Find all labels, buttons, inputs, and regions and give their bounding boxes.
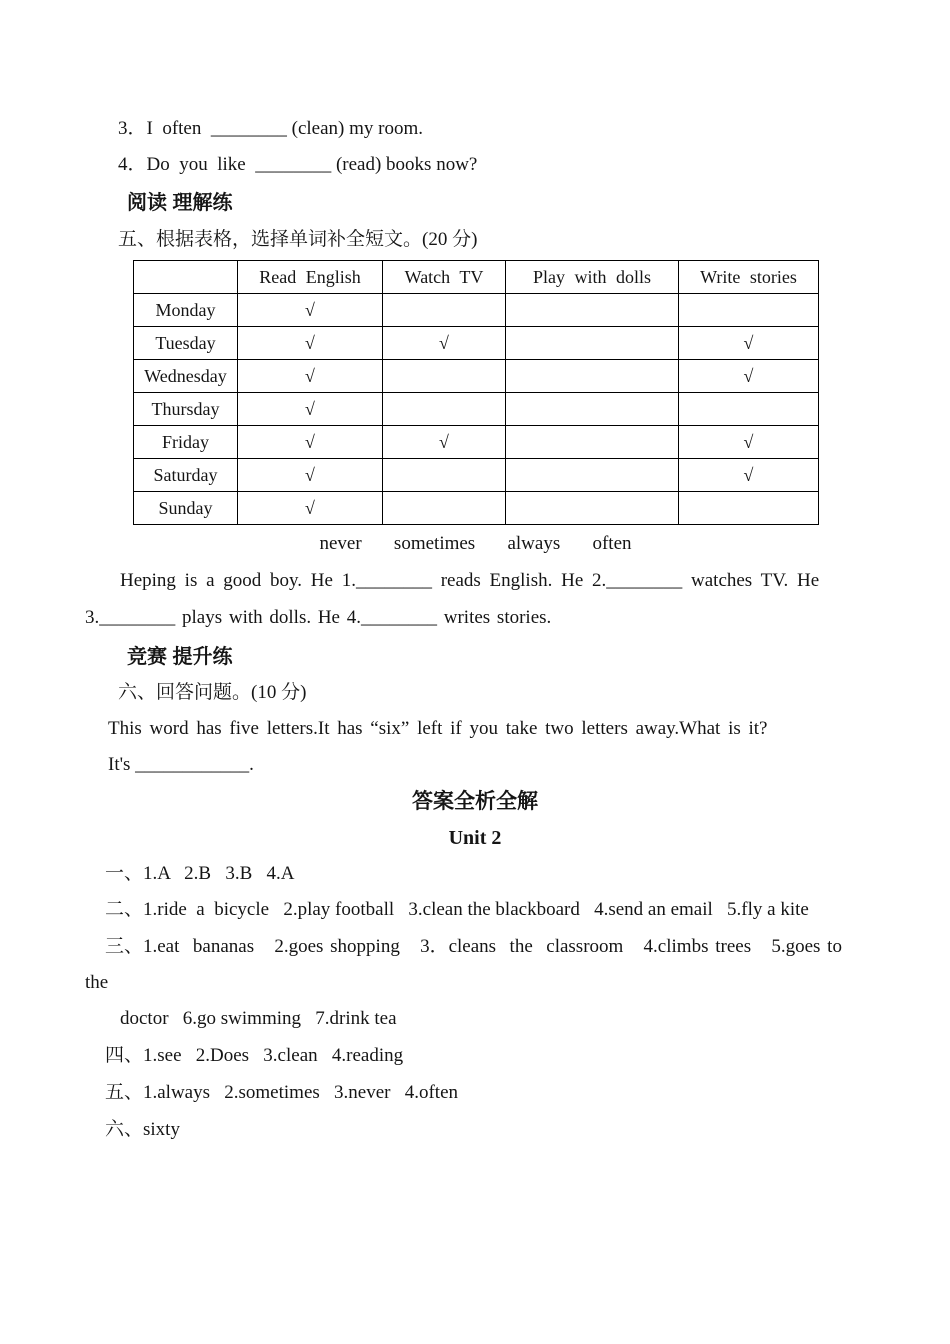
check-cell: √ [238,492,383,525]
table-row-tuesday [134,327,819,360]
check-cell [679,294,819,327]
exercise-5-title: 五、根据表格，选择单词补全短文。(20 分) [118,229,478,250]
table-row-thursday [134,393,819,426]
question-3: 3．I often ________ (clean) my room. [118,118,423,139]
answers-title: 答案全析全解 [412,790,538,813]
table-row-wednesday [134,360,819,393]
cloze-line-1: Heping is a good boy. He 1.________ reads English. He 2.________ watches TV. He [120,570,820,591]
table-row-friday [134,426,819,459]
check-cell: √ [679,327,819,360]
unit-title: Unit 2 [448,827,502,849]
check-cell: √ [679,360,819,393]
answer-row-2: 二、1.ride a bicycle 2.play football 3.clean the blackboard 4.send an email 5.fly a kite [105,899,809,920]
cloze-line-2: 3.________ plays with dolls. He 4.________ writes stories. [85,607,552,628]
answer-row-1: 一、1.A 2.B 3.B 4.A [105,863,295,884]
word-bank: never sometimes always often [319,533,632,554]
check-cell [383,360,506,393]
answer-row-6: 六、sixty [105,1119,180,1140]
check-cell: √ [383,327,506,360]
check-cell [506,360,679,393]
header-read-english: Read English [238,261,383,294]
question-4: 4．Do you like ________ (read) books now? [118,154,478,175]
day-cell: Saturday [134,459,238,492]
check-cell: √ [383,426,506,459]
day-cell: Tuesday [134,327,238,360]
check-cell: √ [679,459,819,492]
check-cell [506,393,679,426]
check-cell [383,459,506,492]
header-play-with-dolls: Play with dolls [506,261,679,294]
check-cell [383,393,506,426]
table-row-monday [134,294,819,327]
check-cell: √ [679,426,819,459]
check-cell [506,459,679,492]
contest-section-heading: 竞赛 提升练 [127,646,233,668]
exercise-6-title: 六、回答问题。(10 分) [118,682,307,703]
day-cell: Sunday [134,492,238,525]
answer-row-3-line-1: 三、1.eat bananas 2.goes shopping 3．cleans the classroom 4.climbs trees 5.goes to [105,936,842,957]
header-write-stories: Write stories [679,261,819,294]
answer-row-5: 五、1.always 2.sometimes 3.never 4.often [105,1082,459,1103]
check-cell [506,492,679,525]
check-cell [679,492,819,525]
riddle-question: This word has five letters.It has “six” left if you take two letters away.What is it? [108,718,768,739]
check-cell: √ [238,459,383,492]
check-cell [506,294,679,327]
table-row-saturday [134,459,819,492]
check-cell: √ [238,294,383,327]
check-cell: √ [238,393,383,426]
day-cell: Wednesday [134,360,238,393]
schedule-table [133,260,819,525]
reading-section-heading: 阅读 理解练 [127,192,233,214]
table-row-sunday [134,492,819,525]
check-cell: √ [238,327,383,360]
header-watch-tv: Watch TV [383,261,506,294]
day-cell: Thursday [134,393,238,426]
check-cell [506,327,679,360]
answer-row-4: 四、1.see 2.Does 3.clean 4.reading [105,1045,404,1066]
check-cell [679,393,819,426]
check-cell [383,492,506,525]
check-cell [506,426,679,459]
answer-row-3-line-3: doctor 6.go swimming 7.drink tea [120,1008,397,1029]
check-cell: √ [238,360,383,393]
day-cell: Friday [134,426,238,459]
day-cell: Monday [134,294,238,327]
table-header-row [134,261,819,294]
header-empty-cell [134,261,238,294]
check-cell [383,294,506,327]
check-cell: √ [238,426,383,459]
answer-row-3-line-2: the [85,972,109,993]
riddle-answer-line: It's ____________. [108,754,254,775]
